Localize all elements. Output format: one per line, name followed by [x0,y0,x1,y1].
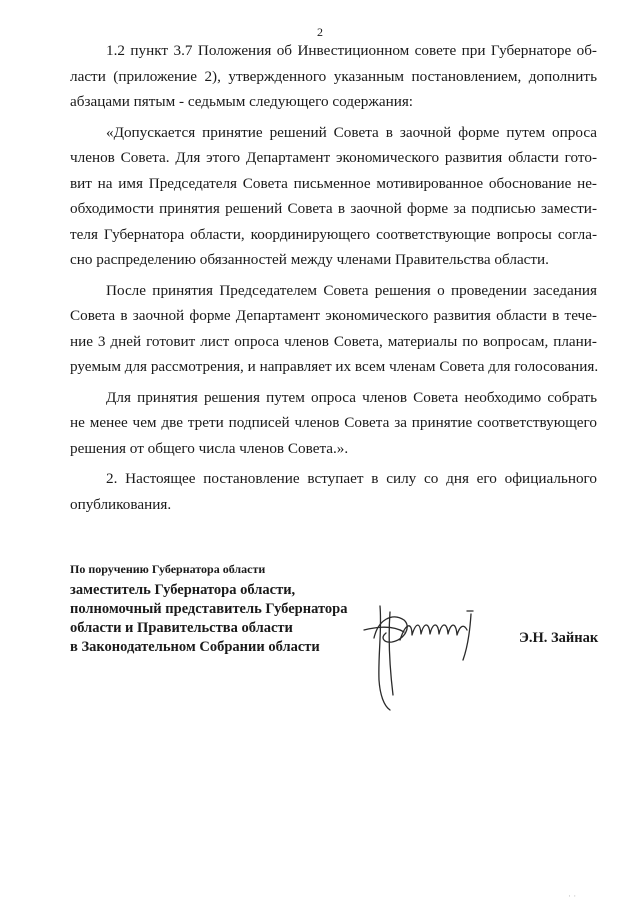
paragraph-procedure [70,278,597,380]
paragraph-amendment-intro [70,38,597,115]
signature-caption: По поручению Губернатора области [70,562,266,576]
text-line: ласти (приложение 2), утвержденного указанным постановлением, дополнить [70,67,597,85]
text-line: сно распределению обязанностей между членами Правительства области. [70,251,549,268]
text-line: Совета в заочной форме Департамент экономического развития области в тече- [70,307,597,324]
signatory-title-line: полномочный представитель Губернатора [70,601,348,617]
text-line: членов Совета. Для этого Департамент экономического развития области гото- [70,149,597,166]
text-line: абзацами пятым - седьмым следующего содержания: [70,93,414,110]
text-line: руемым для рассмотрения, и направляет их всем членам Совета для голосования. [70,358,599,375]
text-line: 1.2 пункт 3.7 Положения об Инвестиционном совете при Губернаторе об- [106,42,597,59]
page-number: 2 [317,25,323,39]
text-line: решения от общего числа членов Совета.». [70,439,349,457]
signatory-name: Э.Н. Зайнак [519,630,599,646]
text-line: обходимости принятия решений Совета в заочной форме за подписью замести- [70,200,597,217]
text-line: 2. Настоящее постановление вступает в силу со дня его официального [106,470,597,487]
text-line: не менее чем две трети подписей членов Совета за принятие соответствующего [70,414,597,431]
paragraph-effective-date [70,466,597,517]
text-line: После принятия Председателем Совета решения о проведении заседания [106,281,597,299]
text-line: «Допускается принятие решений Совета в заочной форме путем опроса [106,123,597,141]
signatory-title-line: области и Правительства области [70,620,293,636]
document-body [70,38,597,522]
handwritten-signature [360,600,490,712]
paragraph-quorum [70,385,597,462]
text-line: ние 3 дней готовит лист опроса членов Совета, материалы по вопросам, плани- [70,332,597,350]
signatory-title-line: заместитель Губернатора области, [70,582,296,598]
text-line: Для принятия решения путем опроса членов Совета необходимо собрать [106,388,597,406]
text-line: вит на имя Председателя Совета письменное мотивированное обоснование не- [70,174,597,192]
paragraph-quoted-absentee-voting [70,120,597,273]
text-line: теля Губернатора области, координирующего соответствующие вопросы согла- [70,225,597,243]
signatory-title-line: в Законодательном Собрании области [70,639,320,655]
text-line: опубликования. [70,495,172,513]
corner-mark: · · [568,891,577,901]
